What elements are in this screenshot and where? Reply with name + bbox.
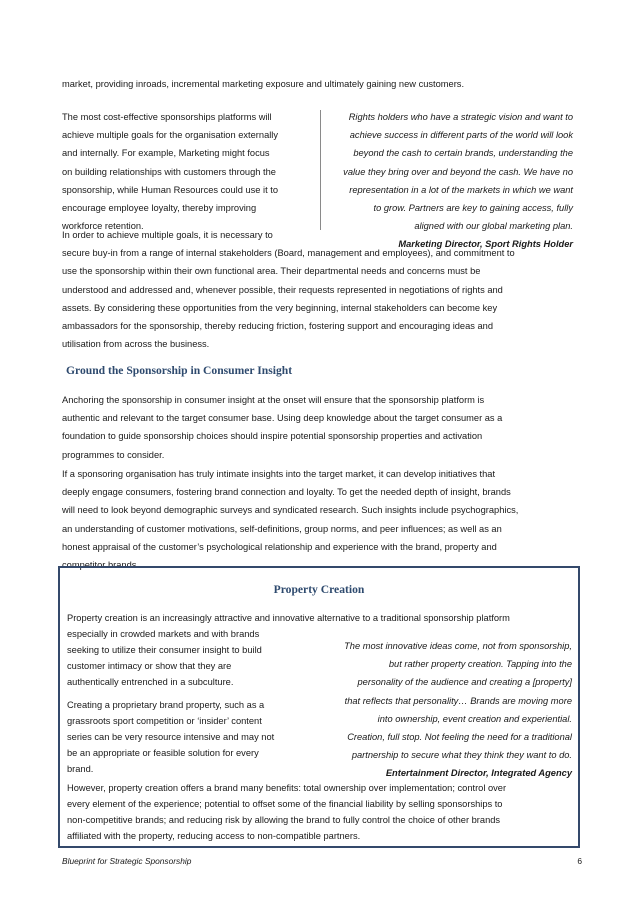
paragraph-intimate-insights bbox=[62, 465, 518, 574]
section-heading: Ground the Sponsorship in Consumer Insight bbox=[66, 364, 293, 377]
text-line: on building relationships with customers through the bbox=[62, 166, 276, 177]
text-line: seeking to utilize their consumer insight to build bbox=[67, 645, 262, 655]
quote-divider bbox=[320, 110, 321, 230]
paragraph-cost-effective bbox=[62, 108, 278, 235]
text-line: customer intimacy or show that they are bbox=[67, 661, 232, 671]
text-line: Creating a proprietary brand property, such as a bbox=[67, 700, 265, 710]
text-line: ambassadors for the sponsorship, thereby reducing friction, fostering support and encouraging ideas and bbox=[62, 321, 494, 332]
text-line: However, property creation offers a brand many benefits: total ownership over implementation; control over bbox=[67, 783, 507, 793]
text-line: be an appropriate or feasible solution for every bbox=[67, 748, 259, 758]
text-line: workforce retention. bbox=[62, 221, 144, 232]
paragraph-consumer-insight bbox=[62, 391, 502, 464]
text-line: If a sponsoring organisation has truly intimate insights into the target market, it can develop initiatives that bbox=[62, 469, 496, 479]
quote-line: that reflects that personality… Brands are moving more bbox=[344, 695, 572, 706]
text-line: encourage employee loyalty, thereby improving bbox=[62, 203, 257, 214]
quote-line: aligned with our global marketing plan. bbox=[414, 221, 573, 232]
quote-line: The most innovative ideas come, not from sponsorship, bbox=[344, 641, 572, 651]
box-paragraph-benefits bbox=[67, 780, 506, 844]
text-line: especially in crowded markets and with brands bbox=[67, 629, 260, 639]
page-number: 6 bbox=[577, 856, 582, 866]
text-line: authentic and relevant to the target consumer base. Using deep knowledge about the target consumer as a bbox=[62, 413, 503, 424]
quote-line: Creation, full stop. Not feeling the need for a traditional bbox=[347, 732, 572, 743]
pull-quote-entertainment bbox=[344, 637, 572, 783]
quote-attribution: Marketing Director, Sport Rights Holder bbox=[398, 239, 573, 250]
quote-line: partnership to secure what they think they want to do. bbox=[351, 750, 572, 761]
text-line: deeply engage consumers, fostering brand connection and loyalty. To get the needed depth of insight, brands bbox=[62, 487, 511, 498]
quote-line: value they bring over and beyond the cash. We have no bbox=[343, 166, 573, 177]
text-line: secure buy-in from a range of internal stakeholders (Board, management and employees), and commitment to bbox=[62, 248, 515, 259]
text-line: foundation to guide sponsorship choices should inspire potential sponsorship properties and activation bbox=[62, 431, 483, 442]
text-line: programmes to consider. bbox=[62, 449, 165, 460]
box-paragraph-crowded-markets bbox=[67, 626, 262, 690]
paragraph-multiple-goals bbox=[62, 226, 515, 353]
text-line: and internally. For example, Marketing might focus bbox=[62, 148, 270, 159]
box-title: Property Creation bbox=[273, 583, 365, 596]
quote-line: representation in a lot of the markets in which we want bbox=[349, 184, 573, 195]
text-line: affiliated with the property, reducing access to non-compatible partners. bbox=[67, 831, 361, 841]
text-line: utilisation from across the business. bbox=[62, 339, 210, 350]
text-line: use the sponsorship within their own functional area. Their departmental needs and concerns must be bbox=[62, 266, 481, 277]
text-line: brand. bbox=[67, 764, 94, 774]
text-line: competitor brands. bbox=[62, 560, 139, 571]
text-line: Anchoring the sponsorship in consumer insight at the onset will ensure that the sponsorship platform is bbox=[62, 395, 485, 405]
box-intro-line: Property creation is an increasingly attractive and innovative alternative to a traditional sponsorship platform bbox=[67, 613, 510, 623]
text-line: In order to achieve multiple goals, it is necessary to bbox=[62, 230, 273, 240]
text-line: sponsorship, while Human Resources could use it to bbox=[62, 184, 279, 195]
text-line: grassroots sport competition or ‘insider’ content bbox=[67, 716, 262, 726]
quote-line: to grow. Partners are key to gaining access, fully bbox=[373, 203, 573, 214]
text-line: every element of the experience; potential to offset some of the financial liability by selling sponsorships to bbox=[67, 799, 503, 809]
text-line: achieve multiple goals for the organisation externally bbox=[62, 130, 279, 141]
quote-line: into ownership, event creation and experiential. bbox=[377, 713, 572, 724]
footer-title: Blueprint for Strategic Sponsorship bbox=[62, 856, 192, 866]
quote-line: but rather property creation. Tapping into the bbox=[388, 659, 572, 670]
text-line: The most cost-effective sponsorships platforms will bbox=[62, 112, 272, 122]
intro-line: market, providing inroads, incremental marketing exposure and ultimately gaining new customers. bbox=[62, 79, 465, 89]
quote-line: beyond the cash to certain brands, understanding the bbox=[353, 148, 573, 159]
text-line: understood and addressed and, whenever possible, their requests represented in negotiations of rights and bbox=[62, 284, 503, 295]
text-line: authentically entrenched in a subculture. bbox=[67, 677, 234, 687]
quote-line: achieve success in different parts of the world will look bbox=[349, 130, 573, 141]
text-line: assets. By considering these opportunities from the very beginning, internal stakeholders can become key bbox=[62, 302, 498, 313]
box-paragraph-proprietary-property bbox=[67, 697, 274, 777]
text-line: non-competitive brands; and reducing risk by allowing the brand to fully control the choice of other brands bbox=[67, 815, 501, 825]
quote-line: personality of the audience and creating a [property] bbox=[357, 677, 572, 688]
text-line: an understanding of customer motivations, self-definitions, group norms, and peer influences; as well as an bbox=[62, 523, 502, 534]
text-line: will need to look beyond demographic surveys and syndicated research. Such insights include psychographics, bbox=[62, 505, 519, 516]
quote-attribution: Entertainment Director, Integrated Agency bbox=[385, 768, 572, 779]
text-line: honest appraisal of the customer’s psychological relationship and experience with the brand, property and bbox=[62, 541, 497, 552]
quote-line: Rights holders who have a strategic vision and want to bbox=[348, 112, 573, 122]
text-line: series can be very resource intensive and may not bbox=[67, 732, 275, 742]
